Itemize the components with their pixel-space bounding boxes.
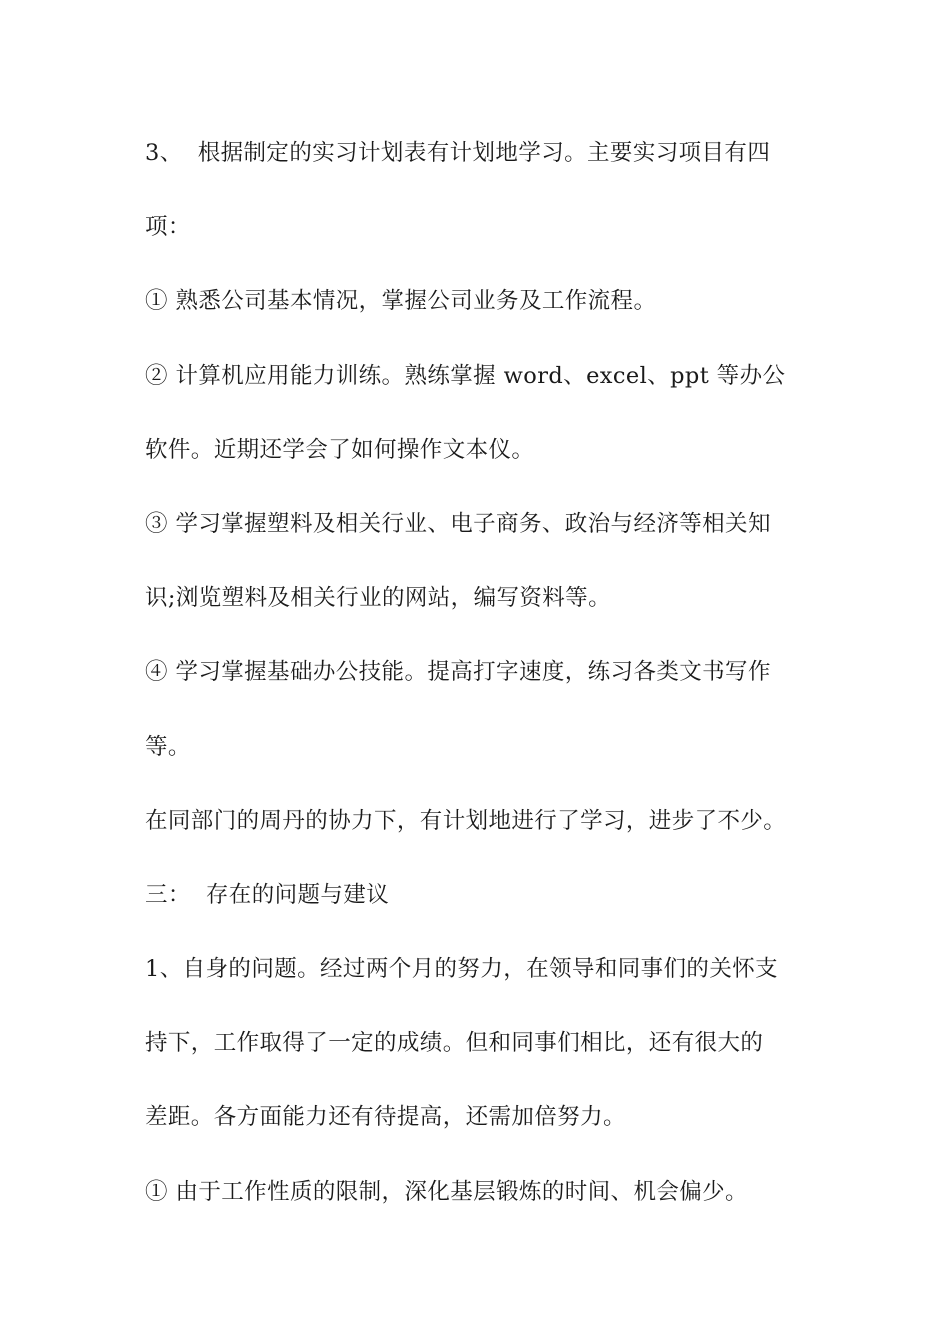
text-line: ① 熟悉公司基本情况，掌握公司业务及工作流程。: [145, 288, 657, 315]
text-line: ④ 学习掌握基础办公技能。提高打字速度，练习各类文书写作: [145, 659, 771, 686]
text-line: 差距。各方面能力还有待提高，还需加倍努力。: [145, 1104, 626, 1131]
section-heading: 三： 存在的问题与建议: [145, 881, 390, 908]
text-line: 1、自身的问题。经过两个月的努力，在领导和同事们的关怀支: [145, 956, 779, 983]
text-line: ① 由于工作性质的限制，深化基层锻炼的时间、机会偏少。: [145, 1178, 748, 1205]
text-line: 在同部门的周丹的协力下，有计划地进行了学习，进步了不少。: [145, 807, 787, 834]
text-line: 等。: [145, 733, 191, 760]
document-body: [145, 133, 815, 1246]
text-line: ② 计算机应用能力训练。熟练掌握 word、excel、ppt 等办公: [145, 362, 786, 389]
text-line: ③ 学习掌握塑料及相关行业、电子商务、政治与经济等相关知: [145, 510, 771, 537]
text-line: 软件。近期还学会了如何操作文本仪。: [145, 436, 535, 463]
text-line: 持下，工作取得了一定的成绩。但和同事们相比，还有很大的: [145, 1030, 764, 1057]
text-line: 识;浏览塑料及相关行业的网站，编写资料等。: [145, 585, 611, 612]
text-line: 项：: [145, 214, 191, 241]
text-line: 3、 根据制定的实习计划表有计划地学习。主要实习项目有四: [145, 140, 771, 166]
